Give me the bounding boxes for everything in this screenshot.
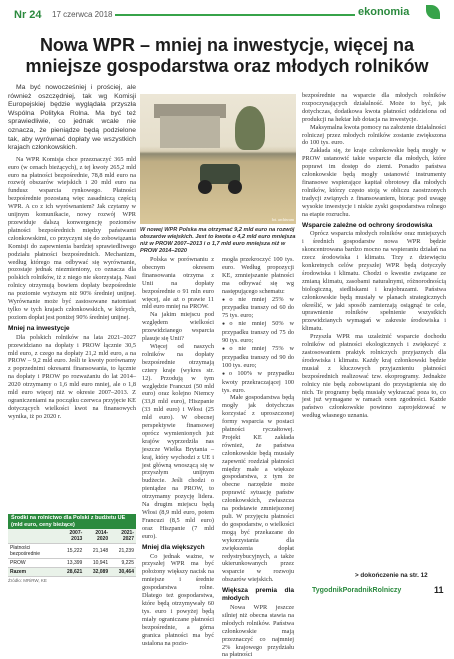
continuation-note: > dokończenie na str. 12 [355,572,428,579]
table-cell: 28,621 [58,568,84,577]
subheading: Wsparcie zależne od ochrony środowiska [302,221,433,229]
table-cell: 9,225 [110,559,136,568]
table-cell: 10,941 [84,559,110,568]
paragraph: Maksymalna kwota pomocy na założenie działalności rolniczej przez młodych rolników zostanie zwiększona do 100 tys. euro. [302,123,446,147]
table-source: Źródło: MRiRW, KE [8,578,47,584]
table-cell: 32,089 [84,568,110,577]
photo-credit: fot. archiwum [271,217,294,222]
article-lead: Ma być nowocześniej i prościej, ale również oszczędniej, tak wg Komisji Europejskiej będzie wyglądała przyszła Wspólna Polityka Rolna. Ma być też sprawiedliwie, co jednak wcale nie oznacza, że pieniądze będą podzielone tak, aby wyrównać dopłaty we wszystkich krajach członkowskich. [8,84,136,152]
paragraph: Oprócz wsparcia młodych rolników oraz mniejszych i średnich gospodarstw nowa WPR będzie skoncentrowana bardzo mocno na wspieraniu działań na rzecz środowiska i klimatu. Trzy z dziewięciu konkretnych celów przyszłej WPR będą dotyczyły środowiska i klimatu. Chodzi o kwestie związane ze zmianą klimatu, zasobami naturalnymi, różnorodnością biologiczną, siedliskami i krajobrazami. Państwa członkowskie będą musiały w planach strategicznych określić, w jaki sposób zamierzają osiągnąć te cele, uprawnienie rolników spełnienie wszystkich przewidzianych wymagań w zakresie środowiska i klimatu. [302,230,446,333]
photo-caption: W nowej WPR Polska ma otrzymać 9,2 mld euro na rozwój obszarów wiejskich. Jest to kwota o 4,2 mld euro mniejsza niż w PROW 2007–2013 i o 1,7 mld euro mniejsza niż w PROW 2014–2020 [140,227,296,254]
table-header-row [8,529,136,544]
row-label: PROW [8,559,58,568]
table-cell: 30,464 [110,568,136,577]
list-item: ● o nie mniej 50% w przypadku transzy od 75 do 90 tys. euro; [222,320,294,345]
subheading: Mniej dla większych [142,543,205,551]
column-2 [142,256,214,647]
column-1 [8,84,136,421]
row-label: Płatności bezpośrednie [8,544,58,559]
paragraph: Przyszła WPR ma uzależnić wsparcie dochodu rolników od płatności ekologicznych i zwiększyć z zastosowaniem praktyk rolniczych przyjaznych dla środowiska i klimatu. Każdy kraj członkowski będzie musiał z kluczowych przyjaznieniu płatności bezpośrednich realizować tzw. ekoprogramy. Jednakże rolnicy nie będą zobowiązani do przystąpienia się do nich. Te programy będą musiały wykraczać poza to, co jest już wymagane w ramach ocen zgodności. Każde państwo członkowskie powinno zaprojektować w według własnego uznania. [302,333,446,420]
paragraph: bezpośrednie na wsparcie dla młodych rolników rozpoczynających działalność. Może to być, jak dotychczas, dodatkowa kwota płatności oddzielona od produkcji na hektar lub dotacja na inwestycje. [302,92,446,123]
subheading: Większa premia dla młodych [222,587,294,603]
table-row [8,544,136,559]
table-title: Środki na rolnictwo dla Polski z budżetu UE (mld euro, ceny bieżące) [8,514,136,529]
table-cell: 21,239 [110,544,136,559]
funding-table [8,514,136,583]
header-divider [115,14,355,16]
table-cell: 13,399 [58,559,84,568]
farm-photo [140,94,296,224]
paragraph: mogła przekroczyć 100 tys. euro. Według propozycji KE, zmniejszanie płatności ma odbywać się wg następującego schematu: [222,256,294,295]
paragraph: Na WPR Komisja chce przeznaczyć 365 mld euro (w cenach bieżących), z tej kwoty 265,2 mld euro na płatności bezpośrednie, 78,8 mld euro na rozwój obszarów wiejskich i 20 mld euro na fundusz wsparcia rynkowego. Płatności bezpośrednie pozostaną więc zasadniczą częścią WPR. A co z ich wyrównaniem? Jak czytamy w unijnym komunikacie, nowy rozwój WPR przewiduje dalszą konwergencję poziomów płatności bezpośrednich między państwami członkowskimi, co przyczyni się do zobowiązania Komisji do zapewnienia bardziej sprawiedliwego podziału płatności bezpośrednich. Mechanizm, według którego ma odbywać się wyrównanie, pozostaje jednak niezmieniony, co oznacza dla polskich rolników, iż z niego nie skorzystają. Nasi rolnicy otrzymują bowiem dopłaty bezpośrednie na poziomie wyższym niż 90% średniej unijnej. Wyrównanie może być zastosowane natomiast tylko w tych krajach członkowskich, w których, poziom dopłat jest poniżej 90% średniej unijnej. [8,155,136,321]
subheading: Mniej na inwestycje [8,324,70,332]
list-item: ● o nie mniej 25% w przypadku transzy od 60 do 75 tys. euro; [222,296,294,321]
paragraph: Zakłada się, że kraje członkowskie będą mogły w PROW ustanowić takie wsparcie dla młodych, które poprawi im dostęp do ziemi. Ponadto państwa członkowskie będą mogły ustanowić instrumenty finansowe wspierające kapitał obrotowy dla młodych rolników, którzy często stoją w obliczu zaostrzonych tradycji zwiąnych z finansowaniem, biorąc pod uwagę wysokie inwestycje i niskie zyski gospodarstwa rolnego na etapie rozruchu. [302,147,446,218]
issue-number: Nr 24 [14,9,42,21]
column-3 [222,256,294,659]
leaf-icon [426,5,440,19]
table-cell: 15,222 [58,544,84,559]
paragraph: Dla polskich rolników na lata 2021–2027 przewidziano na dopłaty i PROW łącznie 30,5 mld euro, z czego na dopłaty 21,2 mld euro, a na PROW – 9,2 mld euro. Jeśli te kwoty porównamy z poprzednimi okresami finansowania, to łącznie na dopłaty i PROW po rozważaniu do lat 2014–2020 otrzymamy o 1,6 mld euro mniej, ale o 1,8 mld euro więcej niż w okresie 2007–2013. Z ograniczeniami na początku czerwca przyjęcie KE dotyczących wielkości kwot na finansowych wynika, iż po 2020 r. [8,333,136,420]
table-cell: 21,148 [84,544,110,559]
column-header: 2007-2013 [58,529,84,544]
issue-date: 17 czerwca 2018 [52,10,113,19]
reduction-list [222,296,294,395]
list-item: ● o 100% w przypadku kwoty przekraczającej 100 tys. euro. [222,370,294,395]
page-header [0,0,454,30]
column-header: 2014-2020 [84,529,110,544]
paragraph: Małe gospodarstwa będą mogły jak dotychczas korzystać z uproszczonej formy wsparcia w postaci płatności ryczałtowej. Projekt KE zakłada również, że państwa członkowskie będą musiały zapewnić rozdział płatności między małe a większe gospodarstwa, z tym że obecne narzędzie może poprawić sytuację państw członkowskich, zwłaszcza na podstawie zmniejszonej puli. W przyjęciu płatności do gospodarstw, o wielkości mogą być przekazane do wykorzystania dla zwiększenia dopłat redystrybucyjnych, a także ukierunkowanych przez wsparcie w rozwoju obszarów wiejskich. [222,394,294,584]
page-number: 11 [434,585,444,595]
list-item: ● o nie mniej 75% w przypadku transzy od 90 do 100 tys. euro; [222,345,294,370]
section-name: ekonomia [358,6,410,18]
table [8,529,136,577]
row-label: Razem [8,568,58,577]
column-header [8,529,58,544]
table-total-row [8,568,136,577]
paragraph: Co jednak ważne, w przyszłej WPR ma być położony większy nacisk na mniejsze i średnie gospodarstwa rolne. Dlatego też gospodarstwa, które będą otrzymywały 60 tys. euro i powyżej będą miały ograniczane płatności bezpośrednie, a górna granica płatności ma być ustalona na pozio- [142,552,214,647]
paragraph: Polska w porównaniu z obecnym okresem finansowania otrzyma z Unii na dopłaty bezpośrednie o 91 mln euro więcej, ale aż o prawie 11 mld euro mniej na PROW. [142,256,214,311]
paragraph: Na jakim miejscu pod względem wielkości przewidzianego wsparcia plasuje się Unii? [142,311,214,343]
paragraph: Więcej od naszych rolników na dopłaty bezpośrednie otrzymają cztery kraje (wykres str. 12). Przodują w tym względzie Francuzi (50 mld euro) oraz kolejno Niemcy (33,8 mld euro), Hiszpanie (33 mld euro) i Włosi (25 mld euro). W obecnej perspektywie finansowej oprócz wymienionych już krajów wyprzedziła nas jeszcze Wielka Brytania – kraj, który wychodzi z UE i jest główną wnoszącą się w przyszłym unijnym budżecie. Jeśli chodzi o pieniądze na PROW, to otrzymamy pozycję lidera. Na drugim miejscu będą Włosi (8,9 mld euro, potem Francuzi (8,5 mld euro) oraz Hiszpanie (7 mld euro). [142,342,214,540]
magazine-logo: TygodnikPoradnikRolniczy [312,587,402,594]
paragraph: Nowa WPR jeszcze silniej niż obecna stawia na młodych rolników. Państwa członkowskie mają przeznaczyć co najmniej 2% krajowego przydziału na płatności [222,603,294,659]
column-4 [302,92,446,420]
column-header: 2021-2027 [110,529,136,544]
table-row [8,559,136,568]
article-title: Nowa WPR – mniej na inwestycje, więcej na mniejsze gospodarstwa oraz młodych rolników [25,35,429,76]
